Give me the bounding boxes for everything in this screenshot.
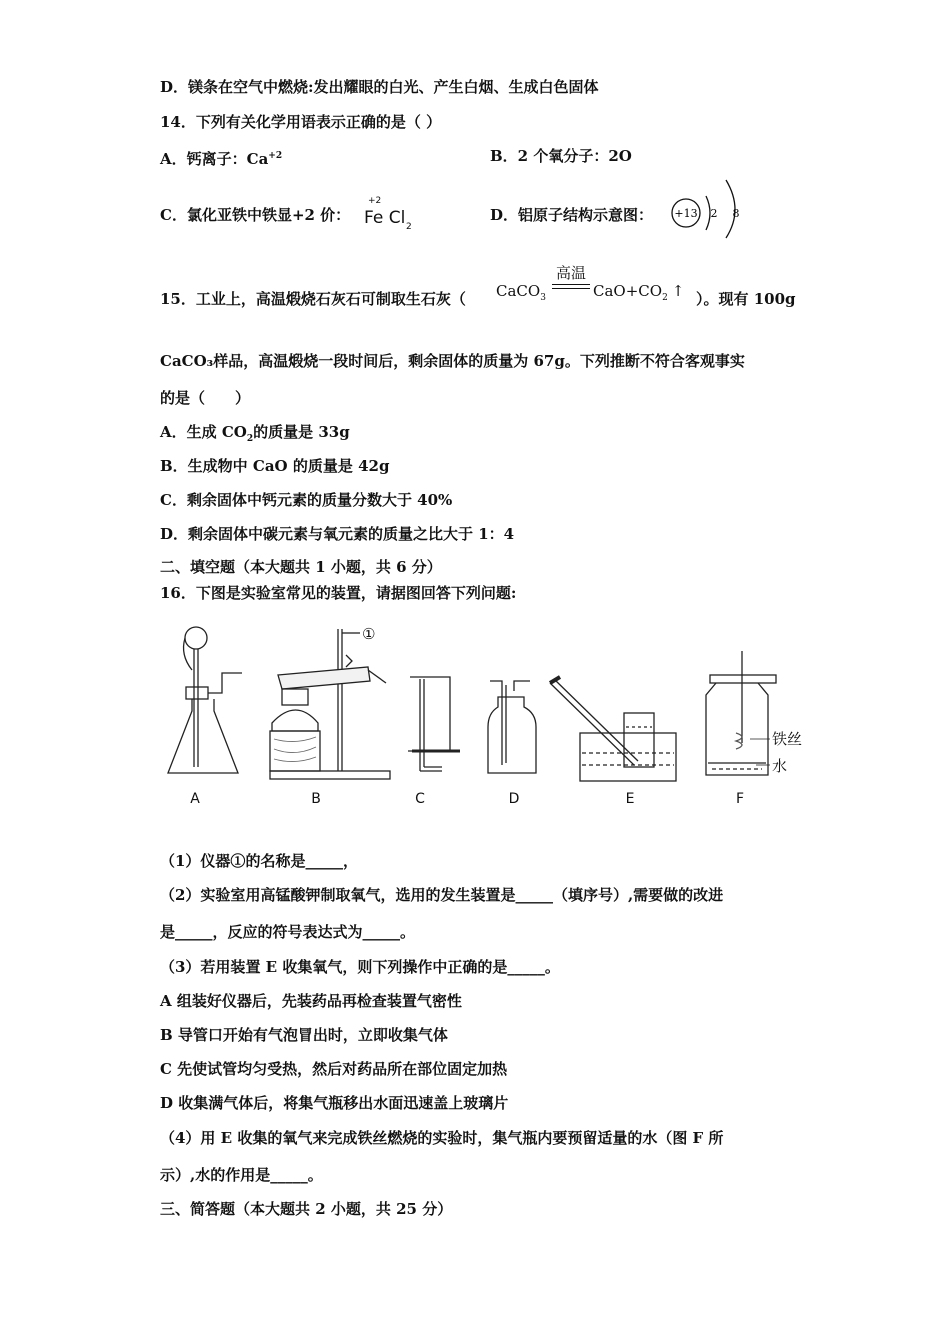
label-d: D — [508, 791, 520, 807]
label-water: 水 — [772, 757, 788, 775]
eq-right-formula: CaO+CO — [593, 282, 663, 300]
q15-option-c: C．剩余固体中钙元素的质量分数大于 40% — [160, 491, 453, 509]
q16-option-a: A 组装好仪器后，先装药品再检查装置气密性 — [160, 992, 462, 1010]
gas-arrow: ↑ — [671, 282, 685, 300]
q16-option-d: D 收集满气体后，将集气瓶移出水面迅速盖上玻璃片 — [160, 1094, 509, 1112]
label-a: A — [190, 791, 200, 807]
q16-part-3: （3）若用装置 E 收集氧气，则下列操作中正确的是_____。 — [160, 958, 560, 976]
q14-option-c-formula — [362, 196, 422, 236]
shell-2-electrons: 8 — [732, 207, 740, 220]
eq-left-formula: CaCO — [496, 282, 541, 300]
eq-right-sub: 2 — [662, 293, 668, 303]
q15-line3: 的是（ ） — [160, 389, 251, 407]
nucleus-charge: +13 — [674, 207, 698, 220]
q13-option-d: D．镁条在空气中燃烧:发出耀眼的白光、产生白烟、生成白色固体 — [160, 78, 599, 96]
q16-stem: 16．下图是实验室常见的装置，请据图回答下列问题: — [160, 584, 517, 602]
apparatus-b — [270, 629, 390, 779]
q14-c-subscript: 2 — [406, 222, 412, 232]
q15-option-b: B．生成物中 CaO 的质量是 42g — [160, 457, 390, 475]
q16-part-4-line1: （4）用 E 收集的氧气来完成铁丝燃烧的实验时，集气瓶内要预留适量的水（图 F 所 — [160, 1129, 724, 1147]
section-2-title: 二、填空题（本大题共 1 小题，共 6 分） — [160, 558, 442, 576]
eq-double-line — [552, 284, 590, 289]
apparatus-e — [550, 677, 676, 781]
q15-stem-pre: 15．工业上，高温煅烧石灰石可制取生石灰（ — [160, 290, 466, 308]
q16-part-2-line2: 是_____，反应的符号表达式为_____。 — [160, 923, 416, 941]
label-c: C — [415, 791, 425, 807]
q16-part-2-line1: （2）实验室用高锰酸钾制取氧气，选用的发生装置是_____（填序号）,需要做的改进 — [160, 886, 724, 904]
q16-part-1: （1）仪器①的名称是_____， — [160, 852, 358, 870]
label-b: B — [311, 791, 321, 807]
label-iron-wire: 铁丝 — [772, 730, 803, 748]
q16-option-b: B 导管口开始有气泡冒出时，立即收集气体 — [160, 1026, 448, 1044]
lab-apparatus-figure — [160, 615, 820, 815]
q15-equation — [496, 262, 696, 308]
eq-left-sub: 3 — [540, 293, 546, 303]
eq-right — [593, 282, 684, 303]
apparatus-d — [488, 681, 536, 773]
q15-stem-post: ）。现有 100g — [696, 290, 796, 308]
q14-c-valence: +2 — [368, 196, 382, 206]
aluminum-atom-structure-diagram — [668, 176, 750, 240]
eq-condition: 高温 — [556, 264, 587, 282]
apparatus-a — [168, 627, 242, 773]
q14-option-a-text: A．钙离子：Ca — [160, 150, 269, 168]
apparatus-f — [706, 651, 776, 775]
q14-option-c-text: C．氯化亚铁中铁显+2 价： — [160, 206, 351, 224]
q15-line2: CaCO₃样品，高温煅烧一段时间后，剩余固体的质量为 67g。下列推断不符合客观事实 — [160, 352, 745, 370]
q16-option-c: C 先使试管均匀受热，然后对药品所在部位固定加热 — [160, 1060, 508, 1078]
apparatus-c — [408, 677, 460, 771]
q14-option-a — [160, 146, 282, 169]
q15-option-d: D．剩余固体中碳元素与氧元素的质量之比大于 1：4 — [160, 525, 515, 543]
label-e: E — [625, 791, 635, 807]
q15-a-pre: A．生成 CO — [160, 423, 247, 441]
marker-instrument-1: ① — [362, 625, 376, 643]
section-3-title: 三、简答题（本大题共 2 小题，共 25 分） — [160, 1200, 453, 1218]
q15-option-a — [160, 422, 350, 449]
q14-option-b: B．2 个氧分子：2O — [490, 147, 632, 165]
label-f: F — [735, 791, 745, 807]
q15-a-sub: 2 — [246, 434, 254, 444]
q14-option-d-text: D．铝原子结构示意图： — [490, 206, 654, 224]
q14-stem: 14．下列有关化学用语表示正确的是（ ） — [160, 113, 442, 131]
q14-option-a-charge: +2 — [268, 151, 283, 161]
q14-c-formula: Fe Cl — [364, 208, 406, 228]
shell-1-electrons: 2 — [710, 207, 718, 220]
q14-option-c — [160, 205, 350, 225]
q16-part-4-line2: 示）,水的作用是_____。 — [160, 1166, 323, 1184]
q14-option-d — [490, 205, 653, 225]
q15-a-post: 的质量是 33g — [253, 423, 350, 441]
eq-left — [496, 282, 546, 303]
